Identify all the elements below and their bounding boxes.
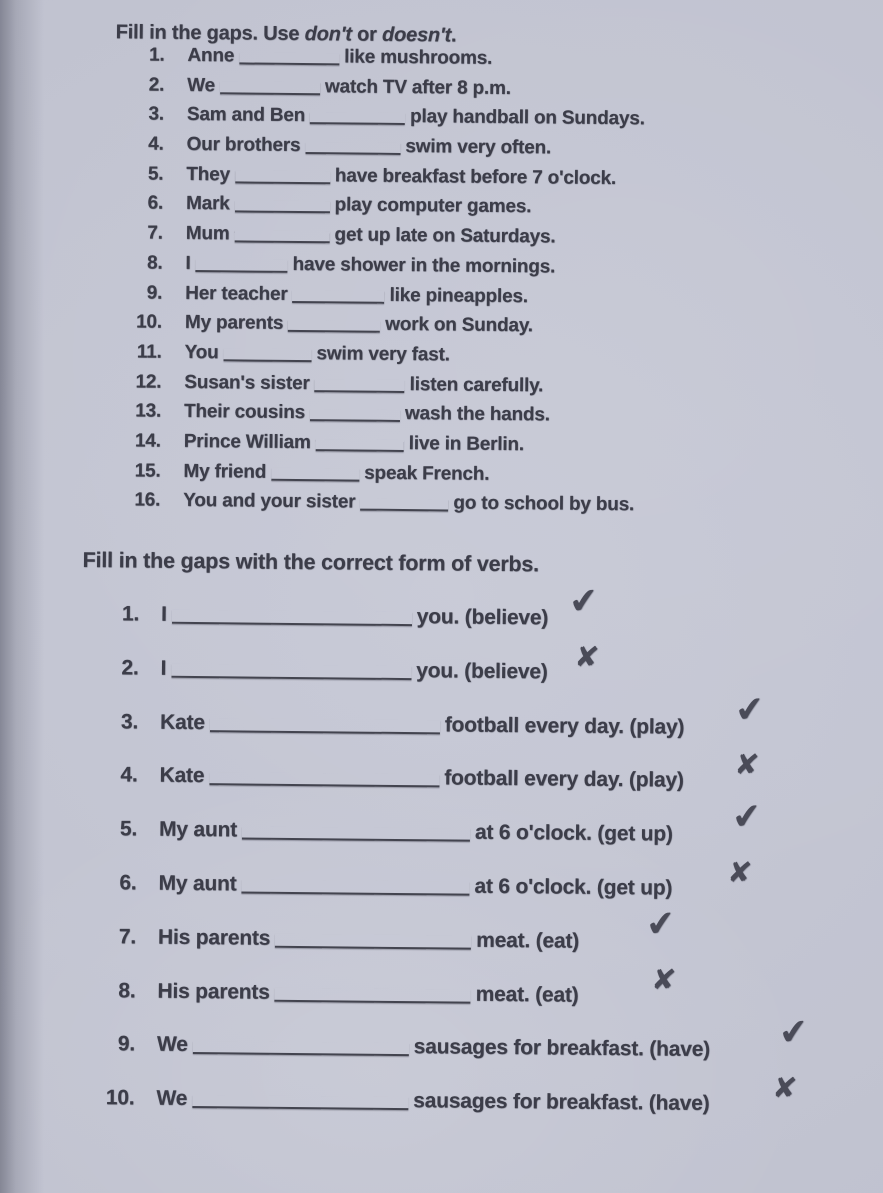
- answer-blank: [360, 498, 448, 511]
- item-text-before: Our brothers: [186, 133, 301, 157]
- item-text: [186, 193, 531, 218]
- item-number: 3.: [148, 103, 164, 126]
- item-text-after: you. (believe): [416, 658, 548, 684]
- checkmark-icon: ✔: [733, 688, 767, 732]
- item-text-after: football every day. (play): [444, 713, 685, 739]
- answer-blank: [210, 718, 440, 734]
- item-number: 4.: [120, 763, 138, 787]
- item-text-after: you. (believe): [416, 605, 549, 630]
- item-text-before: Kate: [159, 710, 205, 734]
- item-number: 7.: [118, 925, 137, 949]
- item-text: [157, 979, 578, 1007]
- section2-title: Fill in the gaps with the correct form of verbs.: [82, 547, 540, 577]
- answer-blank: [241, 880, 469, 896]
- item-text-after: meat. (eat): [476, 928, 580, 953]
- item-text-after: at 6 o'clock. (get up): [474, 820, 673, 846]
- answer-blank: [316, 439, 404, 452]
- exercise-item: [94, 1069, 854, 1147]
- item-number: 2.: [148, 74, 165, 96]
- answer-blank: [292, 290, 384, 303]
- answer-blank: [209, 772, 439, 788]
- item-text-after: like pineapples.: [389, 284, 528, 307]
- answer-blank: [195, 259, 287, 272]
- item-text-after: listen carefully.: [409, 373, 544, 396]
- item-text-before: They: [186, 163, 230, 186]
- item-text: [186, 134, 551, 159]
- item-text: [160, 656, 547, 684]
- item-text-before: Her teacher: [185, 282, 288, 305]
- item-text: [183, 490, 634, 516]
- item-text-before: Prince William: [183, 430, 311, 454]
- item-number: 14.: [134, 430, 161, 452]
- item-text: [184, 431, 524, 456]
- answer-blank: [235, 200, 330, 213]
- item-text-after: meat. (eat): [475, 982, 579, 1007]
- item-number: 12.: [135, 371, 162, 393]
- item-number: 8.: [146, 252, 163, 274]
- item-text-after: at 6 o'clock. (get up): [474, 874, 673, 900]
- item-number: 9.: [146, 282, 163, 304]
- item-text-after: live in Berlin.: [408, 433, 525, 456]
- item-text-after: play computer games.: [334, 194, 532, 218]
- item-number: 10.: [105, 1086, 135, 1110]
- section1-exercise-list: [115, 44, 645, 524]
- item-text-after: swim very often.: [405, 136, 552, 159]
- item-text: [161, 603, 548, 631]
- item-text: [186, 164, 616, 190]
- answer-blank: [220, 81, 320, 94]
- item-text: [185, 253, 555, 279]
- answer-blank: [235, 171, 330, 184]
- item-text-before: I: [160, 656, 167, 680]
- item-text-before: Their cousins: [183, 401, 306, 424]
- section2-exercise-list: [94, 580, 859, 1147]
- item-text-after: work on Sunday.: [385, 314, 533, 337]
- item-text: [184, 401, 550, 427]
- answer-blank: [239, 52, 339, 65]
- answer-blank: [315, 379, 405, 392]
- answer-blank: [234, 230, 329, 243]
- item-text-after: get up late on Saturdays.: [334, 224, 556, 248]
- item-text: [159, 764, 683, 793]
- cross-icon: ✘: [573, 638, 601, 675]
- title-text: or: [351, 23, 383, 46]
- answer-blank: [310, 112, 405, 125]
- cross-icon: ✘: [650, 961, 678, 998]
- item-text: [187, 104, 645, 130]
- item-number: 5.: [119, 817, 138, 841]
- item-text-before: I: [160, 602, 167, 626]
- item-number: 1.: [121, 602, 140, 626]
- item-text: [186, 223, 556, 249]
- answer-blank: [172, 610, 412, 626]
- item-text-before: His parents: [157, 925, 271, 950]
- item-number: 6.: [119, 871, 137, 895]
- answer-blank: [305, 142, 400, 155]
- item-text-after: go to school by bus.: [453, 492, 635, 516]
- item-number: 5.: [147, 163, 164, 185]
- item-text-before: You: [184, 341, 219, 364]
- answer-blank: [288, 320, 380, 333]
- item-number: 16.: [134, 489, 161, 511]
- title-emphasis-text: doesn't: [381, 23, 452, 47]
- item-text-before: My aunt: [158, 871, 237, 896]
- cross-icon: ✘: [771, 1069, 799, 1106]
- item-text: [184, 371, 543, 396]
- cross-icon: ✘: [726, 854, 754, 891]
- answer-blank: [242, 826, 470, 842]
- checkmark-icon: ✔: [730, 796, 764, 839]
- item-text-before: Mark: [185, 193, 230, 215]
- answer-blank: [310, 409, 400, 422]
- item-text: [158, 872, 672, 901]
- item-text: [157, 1033, 710, 1062]
- checkmark-icon: ✔: [567, 580, 601, 624]
- exercise-item: [96, 854, 856, 932]
- item-number: 2.: [121, 656, 139, 680]
- exercise-item: [115, 490, 641, 525]
- exercise-item: [96, 902, 856, 986]
- checkmark-icon: ✔: [777, 1011, 811, 1055]
- item-text-after: have breakfast before 7 o'clock.: [334, 165, 617, 189]
- title-text: .: [450, 24, 457, 47]
- item-number: 1.: [148, 44, 165, 66]
- item-text-before: Anne: [187, 44, 235, 67]
- item-text-before: Susan's sister: [184, 371, 310, 394]
- cross-icon: ✘: [733, 746, 761, 783]
- answer-blank: [275, 988, 471, 1003]
- item-text-after: wash the hands.: [404, 403, 550, 426]
- item-text-before: My friend: [183, 460, 267, 483]
- item-number: 6.: [147, 192, 164, 215]
- checkmark-icon: ✔: [644, 902, 678, 946]
- item-number: 11.: [136, 341, 162, 363]
- item-text: [158, 925, 579, 953]
- item-text: [160, 710, 684, 739]
- answer-blank: [223, 349, 311, 362]
- item-text-before: My aunt: [158, 817, 238, 842]
- item-text-after: football every day. (play): [444, 766, 684, 793]
- item-text-after: watch TV after 8 p.m.: [324, 75, 511, 99]
- item-text: [183, 461, 489, 486]
- title-text: Fill in the gaps. Use: [115, 21, 305, 46]
- item-number: 8.: [118, 978, 136, 1003]
- item-text-before: Sam and Ben: [186, 104, 306, 127]
- item-text-before: My parents: [184, 312, 284, 335]
- item-text-after: like mushrooms.: [344, 46, 493, 69]
- item-text: [185, 282, 528, 307]
- item-text: [185, 342, 450, 367]
- item-text: [156, 1087, 709, 1116]
- item-text-before: We: [156, 1086, 188, 1111]
- item-number: 9.: [117, 1032, 136, 1056]
- item-text: [185, 312, 533, 337]
- item-text-before: We: [187, 74, 216, 96]
- item-text-before: I: [185, 252, 191, 274]
- item-text-before: Kate: [159, 764, 205, 788]
- answer-blank: [271, 468, 359, 481]
- item-text: [187, 45, 492, 70]
- item-number: 15.: [134, 460, 161, 482]
- item-text-after: speak French.: [364, 462, 490, 485]
- answer-blank: [275, 934, 471, 949]
- item-number: 10.: [135, 311, 162, 333]
- item-text-after: sausages for breakfast. (have): [413, 1035, 711, 1062]
- item-number: 13.: [135, 400, 162, 422]
- item-number: 7.: [147, 222, 163, 244]
- title-emphasis-text: don't: [304, 23, 352, 46]
- item-text-after: have shower in the mornings.: [292, 253, 556, 278]
- item-number: 4.: [148, 133, 164, 155]
- exercise-item: [95, 961, 855, 1040]
- item-text-before: His parents: [157, 979, 270, 1004]
- item-text-before: You and your sister: [183, 490, 356, 513]
- exercise-item: [99, 580, 859, 663]
- answer-blank: [192, 1095, 408, 1111]
- item-text-after: sausages for breakfast. (have): [413, 1089, 710, 1116]
- item-text: [159, 818, 673, 847]
- item-text-before: We: [156, 1033, 188, 1057]
- item-text-after: swim very fast.: [316, 343, 450, 366]
- section1-title: [116, 21, 457, 47]
- item-number: 3.: [120, 709, 139, 734]
- item-text: [187, 75, 511, 100]
- item-text-after: play handball on Sundays.: [409, 106, 645, 130]
- item-text-before: Mum: [185, 223, 230, 245]
- answer-blank: [171, 664, 411, 680]
- answer-blank: [193, 1041, 409, 1057]
- exercise-item: [95, 1011, 855, 1093]
